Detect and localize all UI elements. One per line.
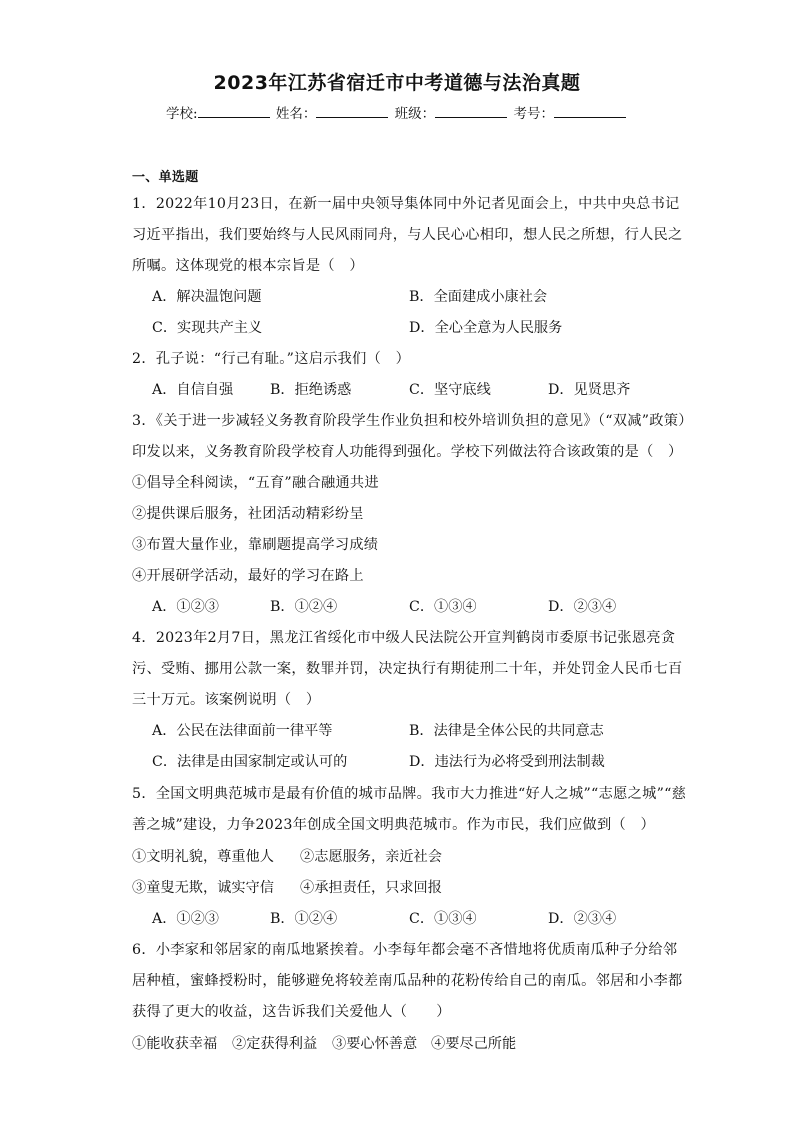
school-label: 学校: xyxy=(166,106,198,122)
q3-option-c[interactable]: C．①③④ xyxy=(409,599,477,615)
q1-line-3: 所嘱。这体现党的根本宗旨是（ ） xyxy=(132,258,364,274)
section-heading: 一、单选题 xyxy=(132,170,199,185)
page-title: 2023年江苏省宿迁市中考道德与法治真题 xyxy=(213,72,581,94)
q4-line-3: 三十万元。该案例说明（ ） xyxy=(132,692,321,708)
q6-statement-1: ①能收获幸福 xyxy=(132,1036,218,1052)
q6-line-1: 6．小李家和邻居家的南瓜地紧挨着。小李每年都会毫不吝惜地将优质南瓜种子分给邻 xyxy=(132,942,678,958)
q5-line-2: 善之城”建设，力争2023年创成全国文明典范城市。作为市民，我们应做到（ ） xyxy=(132,817,655,833)
school-blank[interactable] xyxy=(198,105,270,118)
q4-option-c[interactable]: C．法律是由国家制定或认可的 xyxy=(152,754,348,770)
q6-statement-2: ②定获得利益 xyxy=(232,1036,318,1052)
q2-option-b[interactable]: B．拒绝诱惑 xyxy=(270,382,352,398)
q3-statement-4: ④开展研学活动，最好的学习在路上 xyxy=(132,568,364,584)
name-blank[interactable] xyxy=(316,105,388,118)
name-label: 姓名： xyxy=(275,106,317,122)
q3-line-2: 印发以来，义务教育阶段学校育人功能得到强化。学校下列做法符合该政策的是（ ） xyxy=(132,444,683,460)
q3-line-1: 3．《关于进一步减轻义务教育阶段学生作业负担和校外培训负担的意见》（“双减”政策） xyxy=(132,413,693,429)
q1-option-c[interactable]: C．实现共产主义 xyxy=(152,320,263,336)
exam-no-label: 考号： xyxy=(513,106,554,122)
q5-statement-3: ③童叟无欺，诚实守信 xyxy=(132,880,274,896)
q1-line-2: 习近平指出，我们要始终与人民风雨同舟，与人民心心相印，想人民之所想，行人民之 xyxy=(132,227,683,243)
q4-option-d[interactable]: D．违法行为必将受到刑法制裁 xyxy=(409,754,605,770)
student-info-row xyxy=(0,102,794,122)
q5-option-a[interactable]: A．①②③ xyxy=(152,911,219,927)
q6-statement-3: ③要心怀善意 xyxy=(332,1036,418,1052)
q1-option-b[interactable]: B．全面建成小康社会 xyxy=(409,289,548,305)
q4-line-1: 4．2023年2月7日，黑龙江省绥化市中级人民法院公开宣判鹤岗市委原书记张恩亮贪 xyxy=(132,630,676,646)
q2-line-1: 2．孔子说：“行己有耻。”这启示我们（ ） xyxy=(132,351,411,367)
q3-statement-1: ①倡导全科阅读，“五育”融合融通共进 xyxy=(132,475,379,491)
q6-line-3: 获得了更大的收益，这告诉我们关爱他人（ ） xyxy=(132,1004,451,1020)
q2-option-a[interactable]: A．自信自强 xyxy=(152,382,234,398)
q4-option-b[interactable]: B．法律是全体公民的共同意志 xyxy=(409,723,604,739)
class-label: 班级： xyxy=(394,106,436,122)
q1-line-1: 1．2022年10月23日，在新一届中央领导集体同中外记者见面会上，中共中央总书记 xyxy=(132,196,680,212)
q2-option-c[interactable]: C．坚守底线 xyxy=(409,382,491,398)
class-blank[interactable] xyxy=(435,105,507,118)
q3-option-a[interactable]: A．①②③ xyxy=(152,599,219,615)
q3-option-b[interactable]: B．①②④ xyxy=(270,599,338,615)
q5-option-d[interactable]: D．②③④ xyxy=(548,911,617,927)
q5-statement-2: ②志愿服务，亲近社会 xyxy=(300,849,442,865)
q5-statement-4: ④承担责任，只求回报 xyxy=(300,880,442,896)
q2-option-d[interactable]: D．见贤思齐 xyxy=(548,382,631,398)
q3-statement-3: ③布置大量作业，靠刷题提高学习成绩 xyxy=(132,537,379,553)
q5-option-b[interactable]: B．①②④ xyxy=(270,911,338,927)
exam-no-blank[interactable] xyxy=(554,105,626,118)
q3-statement-2: ②提供课后服务，社团活动精彩纷呈 xyxy=(132,506,364,522)
q6-line-2: 居种植，蜜蜂授粉时，能够避免将较差南瓜品种的花粉传给自己的南瓜。邻居和小李都 xyxy=(132,973,683,989)
q5-line-1: 5．全国文明典范城市是最有价值的城市品牌。我市大力推进“好人之城”“志愿之城”“慈 xyxy=(132,786,687,802)
q5-option-c[interactable]: C．①③④ xyxy=(409,911,477,927)
q6-statement-4: ④要尽己所能 xyxy=(431,1036,517,1052)
q1-option-a[interactable]: A．解决温饱问题 xyxy=(152,289,262,305)
q4-line-2: 污、受贿、挪用公款一案，数罪并罚，决定执行有期徒刑二十年，并处罚金人民币七百 xyxy=(132,661,683,677)
q4-option-a[interactable]: A．公民在法律面前一律平等 xyxy=(152,723,333,739)
q1-option-d[interactable]: D．全心全意为人民服务 xyxy=(409,320,563,336)
q3-option-d[interactable]: D．②③④ xyxy=(548,599,617,615)
q5-statement-1: ①文明礼貌，尊重他人 xyxy=(132,849,274,865)
